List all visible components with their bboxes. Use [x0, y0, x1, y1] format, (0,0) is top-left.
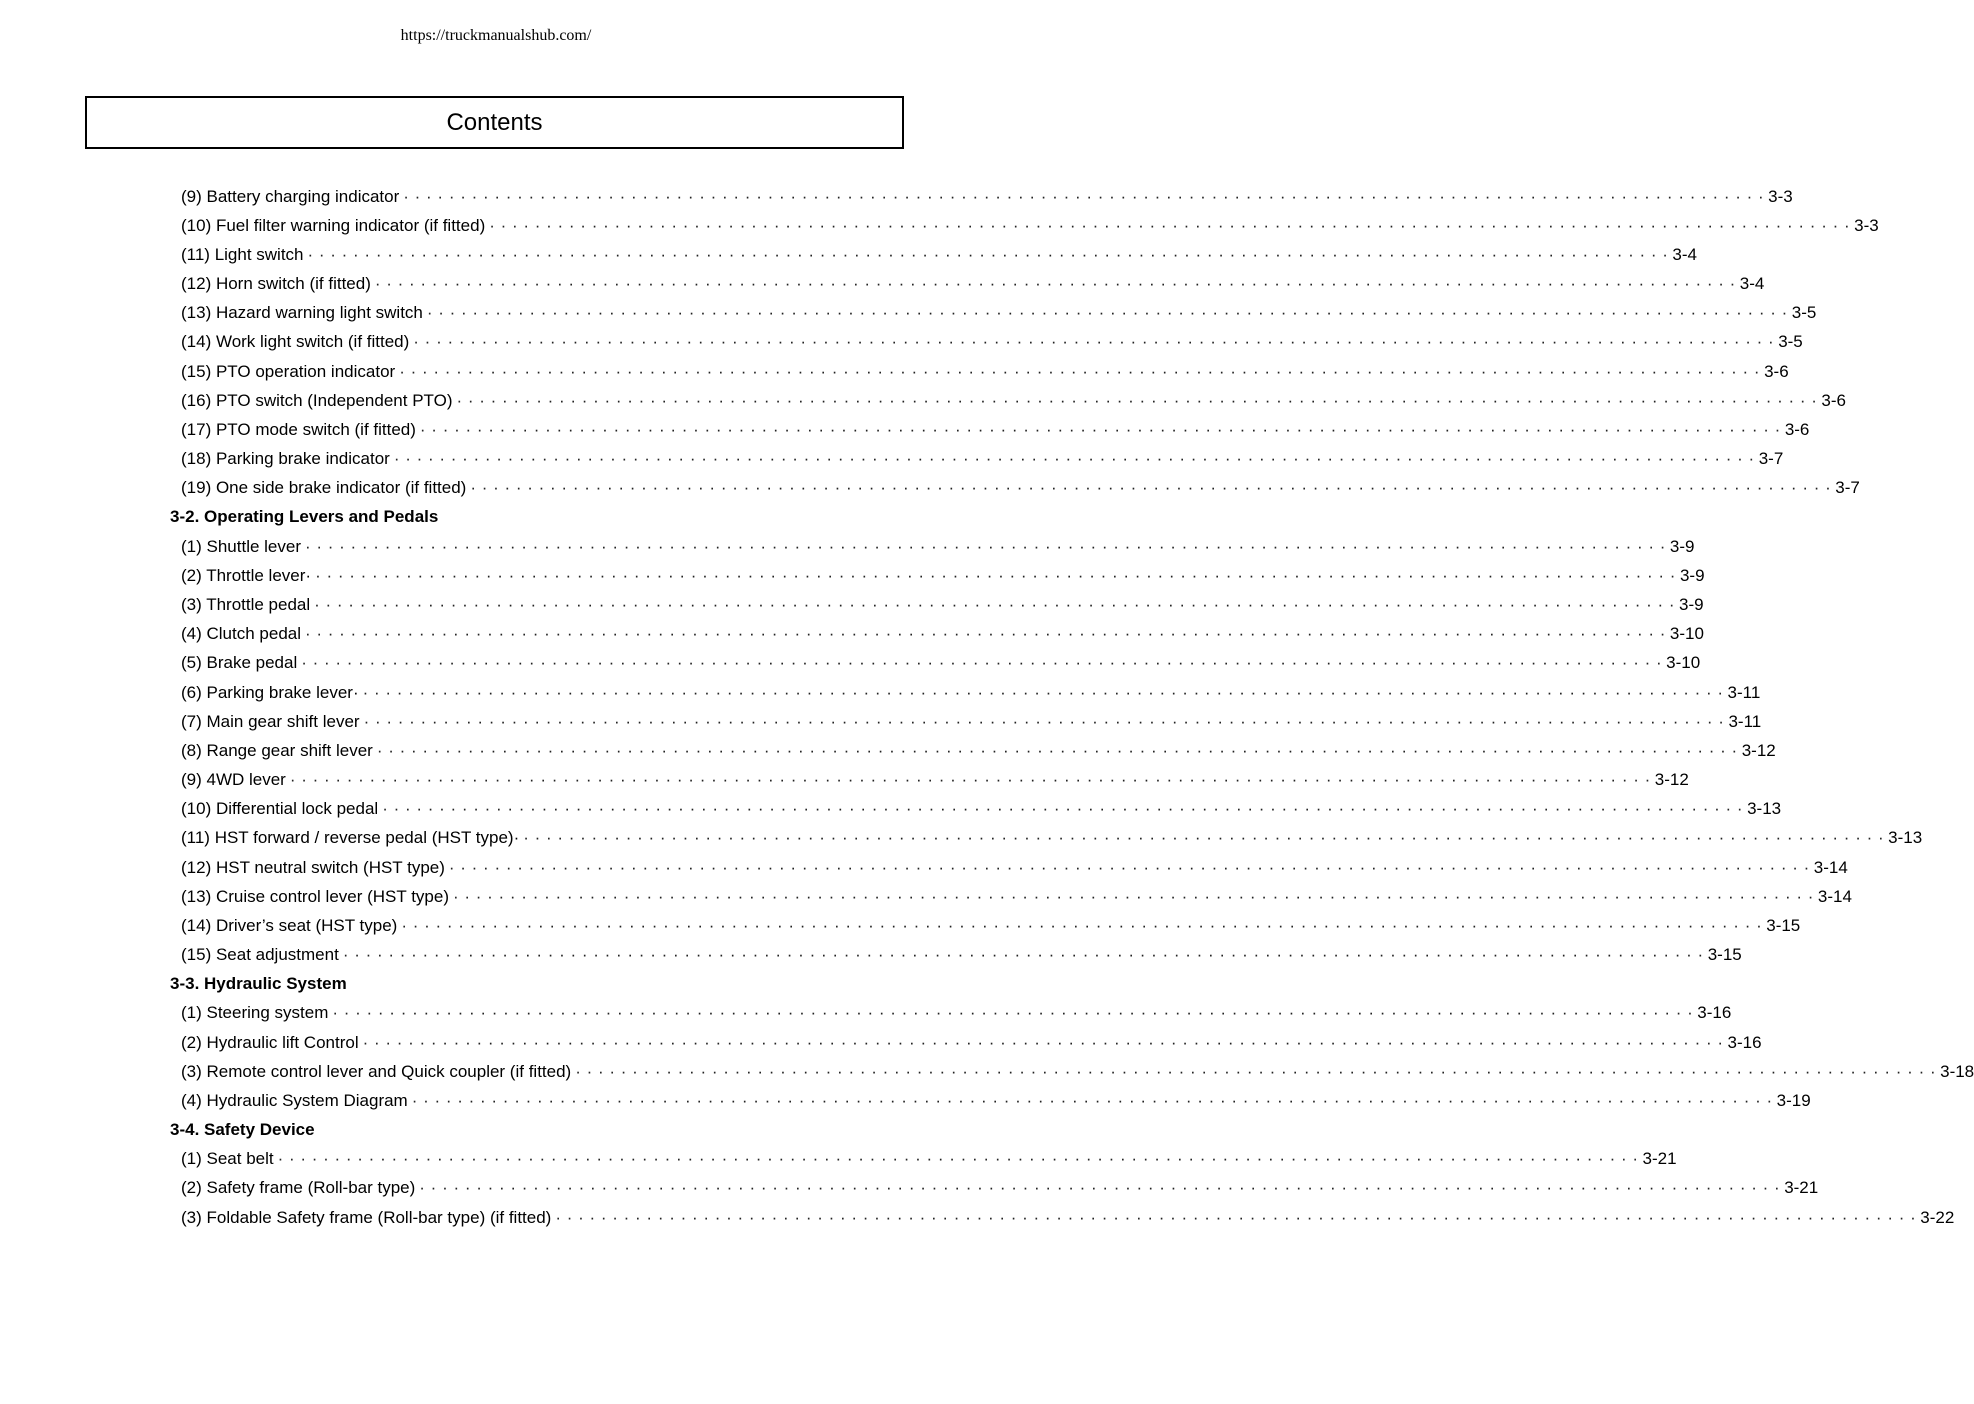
toc-entry[interactable]	[181, 270, 1765, 299]
toc-section-heading[interactable]: 3-3. Hydraulic System	[170, 974, 347, 994]
toc-page-number: 3-10	[1669, 624, 1704, 644]
toc-entry-label: (2) Hydraulic lift Control	[181, 1032, 359, 1052]
toc-entry-label: (13) Cruise control lever (HST type)	[181, 886, 449, 906]
toc-entry-label: (14) Driver’s seat (HST type)	[181, 915, 398, 935]
toc-page-number: 3-12	[1654, 770, 1689, 790]
toc-page-number: 3-16	[1697, 1003, 1732, 1023]
toc-entry-label: (12) Horn switch (if fitted)	[181, 274, 371, 294]
toc-page-number: 3-10	[1666, 653, 1701, 673]
toc-entry[interactable]	[181, 386, 1846, 415]
toc-page-number: 3-14	[1813, 857, 1848, 877]
toc-entry-label: (1) Shuttle lever	[181, 536, 301, 556]
toc-entry[interactable]	[181, 357, 1789, 386]
toc-entry[interactable]	[181, 620, 1704, 649]
toc-page-number: 3-5	[1791, 303, 1817, 323]
toc-entry-label: (5) Brake pedal	[181, 653, 298, 673]
toc-leader-dots: · · · · · · · · · · · · · · · · · · · · · · · · · · · · · · · · · · · · · · · · · · · · · · · · · · · · · · · · · · · · · · · · · · · · · · · · · · · · · · · · · · · · · · · · · · · · · · · · · · · · · · · · · · · · · · · · · · · · · · · ·	[403, 186, 1765, 206]
toc-leader-dots: · · · · · · · · · · · · · · · · · · · · · · · · · · · · · · · · · · · · · · · · · · · · · · · · · · · · · · · · · · · · · · · · · · · · · · · · · · · · · · · · · · · · · · · · · · · · · · · · · · · · · · · · · · · · · · · · · · · · · · · ·	[393, 449, 1755, 469]
toc-entry-label: (19) One side brake indicator (if fitted)	[181, 478, 467, 498]
toc-page-number: 3-3	[1768, 186, 1793, 206]
toc-leader-dots: · · · · · · · · · · · · · · · · · · · · · · · · · · · · · · · · · · · · · · · · · · · · · · · · · · · · · · · · · · · · · · · · · · · · · · · · · · · · · · · · · · · · · · · · · · · · · · · · · · · · · · · · · · · · · · · · · · · · · · · ·	[426, 303, 1788, 323]
toc-entry[interactable]	[181, 415, 1810, 444]
toc-entry[interactable]	[181, 678, 1761, 707]
toc-entry-label: (16) PTO switch (Independent PTO)	[181, 390, 453, 410]
toc-entry-label: (4) Hydraulic System Diagram	[181, 1090, 408, 1110]
toc-entry-label: (15) PTO operation indicator	[181, 361, 396, 381]
toc-entry-label: (10) Differential lock pedal	[181, 799, 379, 819]
toc-leader-dots: · · · · · · · · · · · · · · · · · · · · · · · · · · · · · · · · · · · · · · · · · · · · · · · · · · · · · · · · · · · · · · · · · · · · · · · · · · · · · · · · · · · · · · · · · · · · · · · · · · · · · · · · · · · · · · · · · · · · · · · ·	[453, 886, 1814, 906]
toc-entry[interactable]	[181, 911, 1801, 940]
toc-entry-label: (8) Range gear shift lever	[181, 740, 373, 760]
toc-page-number: 3-5	[1778, 332, 1803, 352]
toc-leader-dots: · · · · · · · · · · · · · · · · · · · · · · · · · · · · · · · · · · · · · · · · · · · · · · · · · · · · · · · · · · · · · · · · · · · · · · · · · · · · · · · · · · · · · · · · · · · · · · · · · · · · · · · · · · · · · · · · · · · · · · · ·	[362, 1032, 1724, 1052]
toc-entry-label: (4) Clutch pedal	[181, 624, 302, 644]
toc-leader-dots: · · · · · · · · · · · · · · · · · · · · · · · · · · · · · · · · · · · · · · · · · · · · · · · · · · · · · · · · · · · · · · · · · · · · · · · · · · · · · · · · · · · · · · · · · · · · · · · · · · · · · · · · · · · · · · · · · · · · · · · ·	[363, 711, 1725, 731]
toc-page-number: 3-21	[1784, 1178, 1819, 1198]
toc-entry-label: (7) Main gear shift lever	[181, 711, 360, 731]
toc-entry[interactable]	[181, 1086, 1811, 1115]
toc-leader-dots: · · · · · · · · · · · · · · · · · · · · · · · · · · · · · · · · · · · · · · · · · · · · · · · · · · · · · · · · · · · · · · · · · · · · · · · · · · · · · · · · · · · · · · · · · · · · · · · · · · · · · · · · · · · · · · · · · · · · · · · ·	[374, 274, 1736, 294]
toc-entry-label: (9) 4WD lever	[181, 770, 286, 790]
toc-page-number: 3-19	[1776, 1090, 1811, 1110]
toc-page-number: 3-21	[1642, 1149, 1677, 1169]
toc-page-number: 3-9	[1669, 536, 1695, 556]
toc-leader-dots: · · · · · · · · · · · · · · · · · · · · · · · · · · · · · · · · · · · · · · · · · · · · · · · · · · · · · · · · · · · · · · · · · · · · · · · · · · · · · · · · · · · · · · · · · · · · · · · · · · · · · · · · · · · · · · · · · · · · · · · ·	[376, 740, 1738, 760]
toc-entry[interactable]	[181, 736, 1776, 765]
toc-page-number: 3-13	[1888, 828, 1923, 848]
toc-page-number: 3-6	[1764, 361, 1789, 381]
toc-entry-label: (12) HST neutral switch (HST type)	[181, 857, 445, 877]
toc-entry[interactable]	[181, 765, 1689, 794]
toc-page-number: 3-15	[1766, 915, 1801, 935]
toc-page-number: 3-4	[1672, 244, 1697, 264]
toc-leader-dots: · · · · · · · · · · · · · · · · · · · · · · · · · · · · · · · · · · · · · · · · · · · · · · · · · · · · · · · · · · · · · · · · · · · · · · · · · · · · · · · · · · · · · · · · · · · · · · · · · · · · · · · · · · · · · · · · · · · · · · · ·	[305, 624, 1666, 644]
toc-page-number: 3-9	[1679, 565, 1705, 585]
toc-leader-dots: · · · · · · · · · · · · · · · · · · · · · · · · · · · · · · · · · · · · · · · · · · · · · · · · · · · · · · · · · · · · · · · · · · · · · · · · · · · · · · · · · · · · · · · · · · · · · · · · · · · · · · · · · · · · · · · · · · · · · · · ·	[411, 1090, 1773, 1110]
table-of-contents	[0, 182, 1974, 1232]
toc-leader-dots: · · · · · · · · · · · · · · · · · · · · · · · · · · · · · · · · · · · · · · · · · · · · · · · · · · · · · · · · · · · · · · · · · · · · · · · · · · · · · · · · · · · · · · · · · · · · · · · · · · · · · · · · · · · · · · · · · · · · · · · ·	[301, 653, 1663, 673]
toc-page-number: 3-14	[1817, 886, 1852, 906]
toc-entry[interactable]	[181, 649, 1701, 678]
toc-entry[interactable]	[181, 590, 1704, 619]
toc-leader-dots: · · · · · · · · · · · · · · · · · · · · · · · · · · · · · · · · · · · · · · · · · · · · · · · · · · · · · · · · · · · · · · · · · · · · · · · · · · · · · · · · · · · · · · · · · · · · · · · · · · · · · · · · · · · · · · · · · · · · · · · ·	[382, 799, 1744, 819]
toc-page-number: 3-7	[1758, 449, 1784, 469]
toc-page-number: 3-3	[1854, 215, 1879, 235]
toc-leader-dots: · · · · · · · · · · · · · · · · · · · · · · · · · · · · · · · · · · · · · · · · · · · · · · · · · · · · · · · · · · · · · · · · · · · · · · · · · · · · · · · · · · · · · · · · · · · · · · · · · · · · · · · · · · · · · · · · · · · · · · · ·	[289, 770, 1651, 790]
toc-leader-dots: · · · · · · · · · · · · · · · · · · · · · · · · · · · · · · · · · · · · · · · · · · · · · · · · · · · · · · · · · · · · · · · · · · · · · · · · · · · · · · · · · · · · · · · · · · · · · · · · · · · · · · · · · · · · · · · · · · · · · · · ·	[413, 332, 1775, 352]
toc-entry-label: (11) HST forward / reverse pedal (HST type)·	[181, 828, 520, 848]
toc-entry-label: (2) Throttle lever·	[181, 565, 312, 585]
toc-entry-label: (17) PTO mode switch (if fitted)	[181, 419, 416, 439]
toc-page-number: 3-11	[1728, 711, 1762, 731]
toc-page-number: 3-4	[1739, 274, 1765, 294]
toc-entry[interactable]	[181, 1028, 1762, 1057]
toc-leader-dots: · · · · · · · · · · · · · · · · · · · · · · · · · · · · · · · · · · · · · · · · · · · · · · · · · · · · · · · · · · · · · · · · · · · · · · · · · · · · · · · · · · · · · · · · · · · · · · · · · · · · · · · · · · · · · · · · · · · · · · · ·	[277, 1149, 1639, 1169]
toc-entry[interactable]	[181, 182, 1793, 211]
toc-leader-dots: · · · · · · · · · · · · · · · · · · · · · · · · · · · · · · · · · · · · · · · · · · · · · · · · · · · · · · · · · · · · · · · · · · · · · · · · · · · · · · · · · · · · · · · · · · · · · · · · · · · · · · · · · · · · · · · · · · · · · · · ·	[448, 857, 1810, 877]
toc-entry-label: (2) Safety frame (Roll-bar type)	[181, 1178, 416, 1198]
toc-entry[interactable]	[181, 240, 1697, 269]
toc-entry[interactable]	[181, 795, 1782, 824]
toc-entry-label: (6) Parking brake lever·	[181, 682, 359, 702]
toc-section-heading[interactable]: 3-4. Safety Device	[170, 1120, 315, 1140]
toc-leader-dots: · · · · · · · · · · · · · · · · · · · · · · · · · · · · · · · · · · · · · · · · · · · · · · · · · · · · · · · · · · · · · · · · · · · · · · · · · · · · · · · · · · · · · · · · · · · · · · · · · · · · · · · · · · · · · · · · · · · · · · · ·	[489, 215, 1851, 235]
toc-entry-label: (1) Steering system	[181, 1003, 329, 1023]
toc-entry[interactable]	[181, 824, 1923, 853]
toc-entry-label: (1) Seat belt	[181, 1149, 274, 1169]
toc-page-number: 3-12	[1741, 740, 1776, 760]
toc-entry[interactable]	[181, 532, 1695, 561]
toc-leader-dots: · · · · · · · · · · · · · · · · · · · · · · · · · · · · · · · · · · · · · · · · · · · · · · · · · · · · · · · · · · · · · · · · · · · · · · · · · · · · · · · · · · · · · · · · · · · · · · · · · · · · · · · · · · · · · · · · · · · · · · · ·	[555, 1207, 1917, 1227]
toc-page-number: 3-13	[1747, 799, 1782, 819]
toc-entry[interactable]	[181, 882, 1852, 911]
toc-entry[interactable]	[181, 707, 1762, 736]
toc-leader-dots: · · · · · · · · · · · · · · · · · · · · · · · · · · · · · · · · · · · · · · · · · · · · · · · · · · · · · · · · · · · · · · · · · · · · · · · · · · · · · · · · · · · · · · · · · · · · · · · · · · · · · · · · · · · · · · · · · · · · · · · ·	[523, 828, 1885, 848]
toc-leader-dots: · · · · · · · · · · · · · · · · · · · · · · · · · · · · · · · · · · · · · · · · · · · · · · · · · · · · · · · · · · · · · · · · · · · · · · · · · · · · · · · · · · · · · · · · · · · · · · · · · · · · · · · · · · · · · · · · · · · · · · · ·	[307, 244, 1669, 264]
toc-leader-dots: · · · · · · · · · · · · · · · · · · · · · · · · · · · · · · · · · · · · · · · · · · · · · · · · · · · · · · · · · · · · · · · · · · · · · · · · · · · · · · · · · · · · · · · · · · · · · · · · · · · · · · · · · · · · · · · · · · · · · · · ·	[399, 361, 1761, 381]
toc-entry[interactable]	[181, 853, 1848, 882]
toc-leader-dots: · · · · · · · · · · · · · · · · · · · · · · · · · · · · · · · · · · · · · · · · · · · · · · · · · · · · · · · · · · · · · · · · · · · · · · · · · · · · · · · · · · · · · · · · · · · · · · · · · · · · · · · · · · · · · · · · · · · · · · · ·	[332, 1003, 1694, 1023]
toc-leader-dots: · · · · · · · · · · · · · · · · · · · · · · · · · · · · · · · · · · · · · · · · · · · · · · · · · · · · · · · · · · · · · · · · · · · · · · · · · · · · · · · · · · · · · · · · · · · · · · · · · · · · · · · · · · · · · · · · · · · · · · · ·	[305, 536, 1666, 556]
toc-entry-label: (14) Work light switch (if fitted)	[181, 332, 410, 352]
toc-page-number: 3-18	[1940, 1061, 1974, 1081]
toc-page-number: 3-11	[1727, 682, 1761, 702]
toc-page-number: 3-15	[1707, 945, 1742, 965]
toc-entry[interactable]	[181, 1203, 1955, 1232]
toc-entry-label: (3) Foldable Safety frame (Roll-bar type) (if fitted)	[181, 1207, 552, 1227]
toc-page-number: 3-6	[1784, 419, 1810, 439]
toc-entry[interactable]	[181, 1174, 1819, 1203]
toc-leader-dots: · · · · · · · · · · · · · · · · · · · · · · · · · · · · · · · · · · · · · · · · · · · · · · · · · · · · · · · · · · · · · · · · · · · · · · · · · · · · · · · · · · · · · · · · · · · · · · · · · · · · · · · · · · · · · · · · · · · · · · · ·	[362, 682, 1724, 702]
toc-leader-dots: · · · · · · · · · · · · · · · · · · · · · · · · · · · · · · · · · · · · · · · · · · · · · · · · · · · · · · · · · · · · · · · · · · · · · · · · · · · · · · · · · · · · · · · · · · · · · · · · · · · · · · · · · · · · · · · · · · · · · · · ·	[314, 594, 1676, 614]
toc-page-number: 3-6	[1821, 390, 1846, 410]
toc-leader-dots: · · · · · · · · · · · · · · · · · · · · · · · · · · · · · · · · · · · · · · · · · · · · · · · · · · · · · · · · · · · · · · · · · · · · · · · · · · · · · · · · · · · · · · · · · · · · · · · · · · · · · · · · · · · · · · · · · · · · · · · ·	[315, 565, 1676, 585]
toc-entry[interactable]	[181, 999, 1732, 1028]
toc-page-number: 3-22	[1920, 1207, 1955, 1227]
header-url[interactable]: https://truckmanualshub.com/	[400, 27, 592, 44]
toc-entry[interactable]	[181, 211, 1879, 240]
toc-page-number: 3-9	[1679, 594, 1704, 614]
toc-entry-label: (11) Light switch	[181, 244, 304, 264]
toc-entry-label: (9) Battery charging indicator	[181, 186, 400, 206]
toc-page-number: 3-7	[1835, 478, 1860, 498]
toc-leader-dots: · · · · · · · · · · · · · · · · · · · · · · · · · · · · · · · · · · · · · · · · · · · · · · · · · · · · · · · · · · · · · · · · · · · · · · · · · · · · · · · · · · · · · · · · · · · · · · · · · · · · · · · · · · · · · · · · · · · · · · · ·	[470, 478, 1832, 498]
toc-entry-label: (18) Parking brake indicator	[181, 449, 390, 469]
toc-leader-dots: · · · · · · · · · · · · · · · · · · · · · · · · · · · · · · · · · · · · · · · · · · · · · · · · · · · · · · · · · · · · · · · · · · · · · · · · · · · · · · · · · · · · · · · · · · · · · · · · · · · · · · · · · · · · · · · · · · · · · · · ·	[419, 419, 1781, 439]
toc-entry[interactable]	[181, 1057, 1974, 1086]
toc-entry[interactable]	[181, 561, 1705, 590]
toc-leader-dots: · · · · · · · · · · · · · · · · · · · · · · · · · · · · · · · · · · · · · · · · · · · · · · · · · · · · · · · · · · · · · · · · · · · · · · · · · · · · · · · · · · · · · · · · · · · · · · · · · · · · · · · · · · · · · · · · · · · · · · · ·	[575, 1061, 1937, 1081]
page-title: Contents	[85, 96, 904, 149]
toc-entry-label: (3) Remote control lever and Quick coupler (if fitted)	[181, 1061, 572, 1081]
toc-page-number: 3-16	[1727, 1032, 1762, 1052]
toc-section-heading[interactable]: 3-2. Operating Levers and Pedals	[170, 507, 439, 527]
toc-entry[interactable]	[181, 474, 1860, 503]
toc-leader-dots: · · · · · · · · · · · · · · · · · · · · · · · · · · · · · · · · · · · · · · · · · · · · · · · · · · · · · · · · · · · · · · · · · · · · · · · · · · · · · · · · · · · · · · · · · · · · · · · · · · · · · · · · · · · · · · · · · · · · · · · ·	[419, 1178, 1781, 1198]
toc-entry[interactable]	[181, 445, 1784, 474]
toc-entry-label: (15) Seat adjustment	[181, 945, 339, 965]
toc-entry[interactable]	[181, 940, 1742, 969]
toc-entry-label: (3) Throttle pedal	[181, 594, 311, 614]
toc-entry[interactable]	[181, 328, 1803, 357]
toc-leader-dots: · · · · · · · · · · · · · · · · · · · · · · · · · · · · · · · · · · · · · · · · · · · · · · · · · · · · · · · · · · · · · · · · · · · · · · · · · · · · · · · · · · · · · · · · · · · · · · · · · · · · · · · · · · · · · · · · · · · · · · · ·	[456, 390, 1818, 410]
toc-leader-dots: · · · · · · · · · · · · · · · · · · · · · · · · · · · · · · · · · · · · · · · · · · · · · · · · · · · · · · · · · · · · · · · · · · · · · · · · · · · · · · · · · · · · · · · · · · · · · · · · · · · · · · · · · · · · · · · · · · · · · · · ·	[342, 945, 1704, 965]
toc-entry-label: (13) Hazard warning light switch	[181, 303, 423, 323]
toc-entry[interactable]	[181, 299, 1817, 328]
toc-leader-dots: · · · · · · · · · · · · · · · · · · · · · · · · · · · · · · · · · · · · · · · · · · · · · · · · · · · · · · · · · · · · · · · · · · · · · · · · · · · · · · · · · · · · · · · · · · · · · · · · · · · · · · · · · · · · · · · · · · · · · · · ·	[401, 915, 1763, 935]
toc-entry-label: (10) Fuel filter warning indicator (if fitted)	[181, 215, 486, 235]
toc-entry[interactable]	[181, 1145, 1677, 1174]
